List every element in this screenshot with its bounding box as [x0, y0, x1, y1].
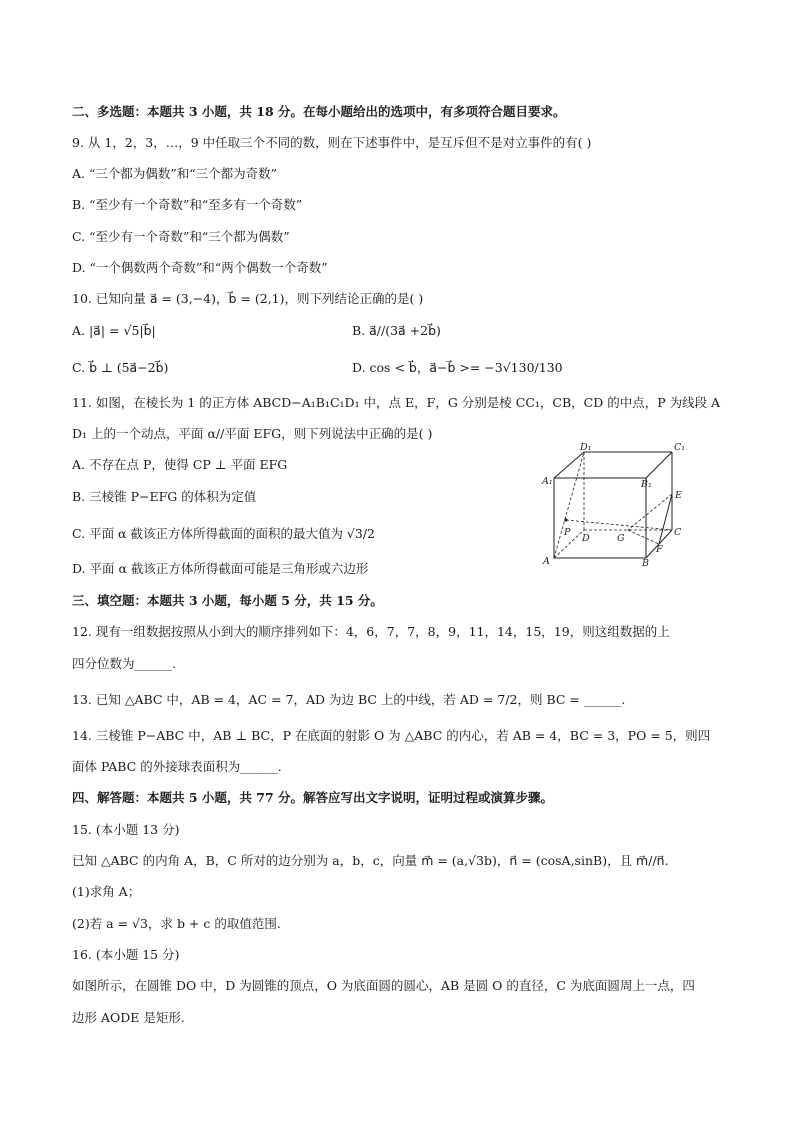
label-c1: C₁ — [674, 442, 686, 453]
point-p — [564, 518, 567, 521]
section-3-heading: 三、填空题：本题共 3 小题，每小题 5 分，共 15 分。 — [72, 593, 383, 608]
segment-gf — [628, 530, 659, 544]
label-a: A — [543, 556, 550, 567]
label-d1: D₁ — [580, 442, 592, 453]
label-a1: A₁ — [542, 476, 553, 487]
question-12-cont: 四分位数为______. — [72, 656, 176, 671]
q10-option-d: D. cos < b⃗，a⃗−b⃗ >= −3√130/130 — [352, 360, 563, 375]
q15-part-2: (2)若 a = √3，求 b + c 的取值范围. — [72, 916, 281, 931]
label-g: G — [617, 533, 625, 544]
question-15-header: 15. (本小题 13 分) — [72, 822, 180, 837]
section-2-heading: 二、多选题：本题共 3 小题，共 18 分。在每小题给出的选项中，有多项符合题目要求。 — [72, 104, 566, 119]
question-15: 已知 △ABC 的内角 A，B，C 所对的边分别为 a，b，c，向量 m⃗ = (a,√3b)，n⃗ = (cosA,sinB)，且 m⃗//n⃗. — [72, 853, 669, 868]
cube-figure — [538, 442, 698, 570]
question-10: 10. 已知向量 a⃗ = (3,−4)，b⃗ = (2,1)，则下列结论正确的是( ) — [72, 291, 424, 306]
label-c: C — [674, 527, 682, 538]
q10-option-a: A. |a⃗| = √5|b⃗| — [72, 323, 156, 338]
label-p: P — [564, 527, 571, 538]
q10-option-b: B. a⃗//(3a⃗ +2b⃗) — [352, 323, 441, 338]
edge-b1c1 — [646, 452, 672, 478]
question-14: 14. 三棱锥 P−ABC 中，AB ⊥ BC，P 在底面的射影 O 为 △ABC 的内心，若 AB = 4，BC = 3，PO = 5，则四 — [72, 728, 711, 743]
question-11: 11. 如图，在棱长为 1 的正方体 ABCD−A₁B₁C₁D₁ 中，点 E，F，G 分别是棱 CC₁，CB，CD 的中点，P 为线段 A — [72, 395, 721, 410]
q11-option-b: B. 三棱锥 P−EFG 的体积为定值 — [72, 489, 257, 504]
label-e: E — [675, 490, 682, 501]
segment-pc — [566, 520, 672, 530]
cube-diagram — [538, 442, 698, 570]
question-9: 9. 从 1，2，3，…，9 中任取三个不同的数，则在下述事件中，是互斥但不是对立事件的有( ) — [72, 135, 592, 150]
segment-eg — [628, 494, 672, 530]
question-16-cont: 边形 AODE 是矩形. — [72, 1010, 185, 1025]
q9-option-a: A. “三个都为偶数”和“三个都为奇数” — [72, 166, 278, 181]
q15-part-1: (1)求角 A； — [72, 884, 141, 899]
q9-option-c: C. “至少有一个奇数”和“三个都为偶数” — [72, 229, 290, 244]
question-16-header: 16. (本小题 15 分) — [72, 947, 180, 962]
section-4-heading: 四、解答题：本题共 5 小题，共 77 分。解答应写出文字说明，证明过程或演算步骤。 — [72, 790, 554, 805]
question-16: 如图所示，在圆锥 DO 中，D 为圆锥的顶点，O 为底面圆的圆心，AB 是圆 O 的直径，C 为底面圆周上一点，四 — [72, 978, 695, 993]
question-11-cont: D₁ 上的一个动点，平面 α//平面 EFG，则下列说法中正确的是( ) — [72, 426, 433, 441]
label-d: D — [582, 533, 590, 544]
question-13: 13. 已知 △ABC 中，AB = 4，AC = 7，AD 为边 BC 上的中线，若 AD = 7/2，则 BC = ______. — [72, 692, 626, 707]
q9-option-b: B. “至少有一个奇数”和“至多有一个奇数” — [72, 197, 303, 212]
q10-option-c: C. b⃗ ⊥ (5a⃗−2b⃗) — [72, 360, 169, 375]
segment-ad1 — [554, 452, 584, 558]
question-12: 12. 现有一组数据按照从小到大的顺序排列如下：4，6，7，7，8，9，11，14，15，19，则这组数据的上 — [72, 624, 670, 639]
label-b: B — [642, 558, 649, 569]
q11-option-c: C. 平面 α 截该正方体所得截面的面积的最大值为 √3/2 — [72, 526, 376, 541]
label-b1: B₁ — [641, 479, 652, 490]
q11-option-d: D. 平面 α 截该正方体所得截面可能是三角形或六边形 — [72, 561, 369, 576]
cube-front-face — [554, 478, 646, 558]
q11-option-a: A. 不存在点 P，使得 CP ⊥ 平面 EFG — [72, 457, 288, 472]
edge-a1d1 — [554, 452, 584, 478]
question-14-cont: 面体 PABC 的外接球表面积为______. — [72, 759, 282, 774]
q9-option-d: D. “一个偶数两个奇数”和“两个偶数一个奇数” — [72, 260, 328, 275]
label-f: F — [656, 544, 663, 555]
